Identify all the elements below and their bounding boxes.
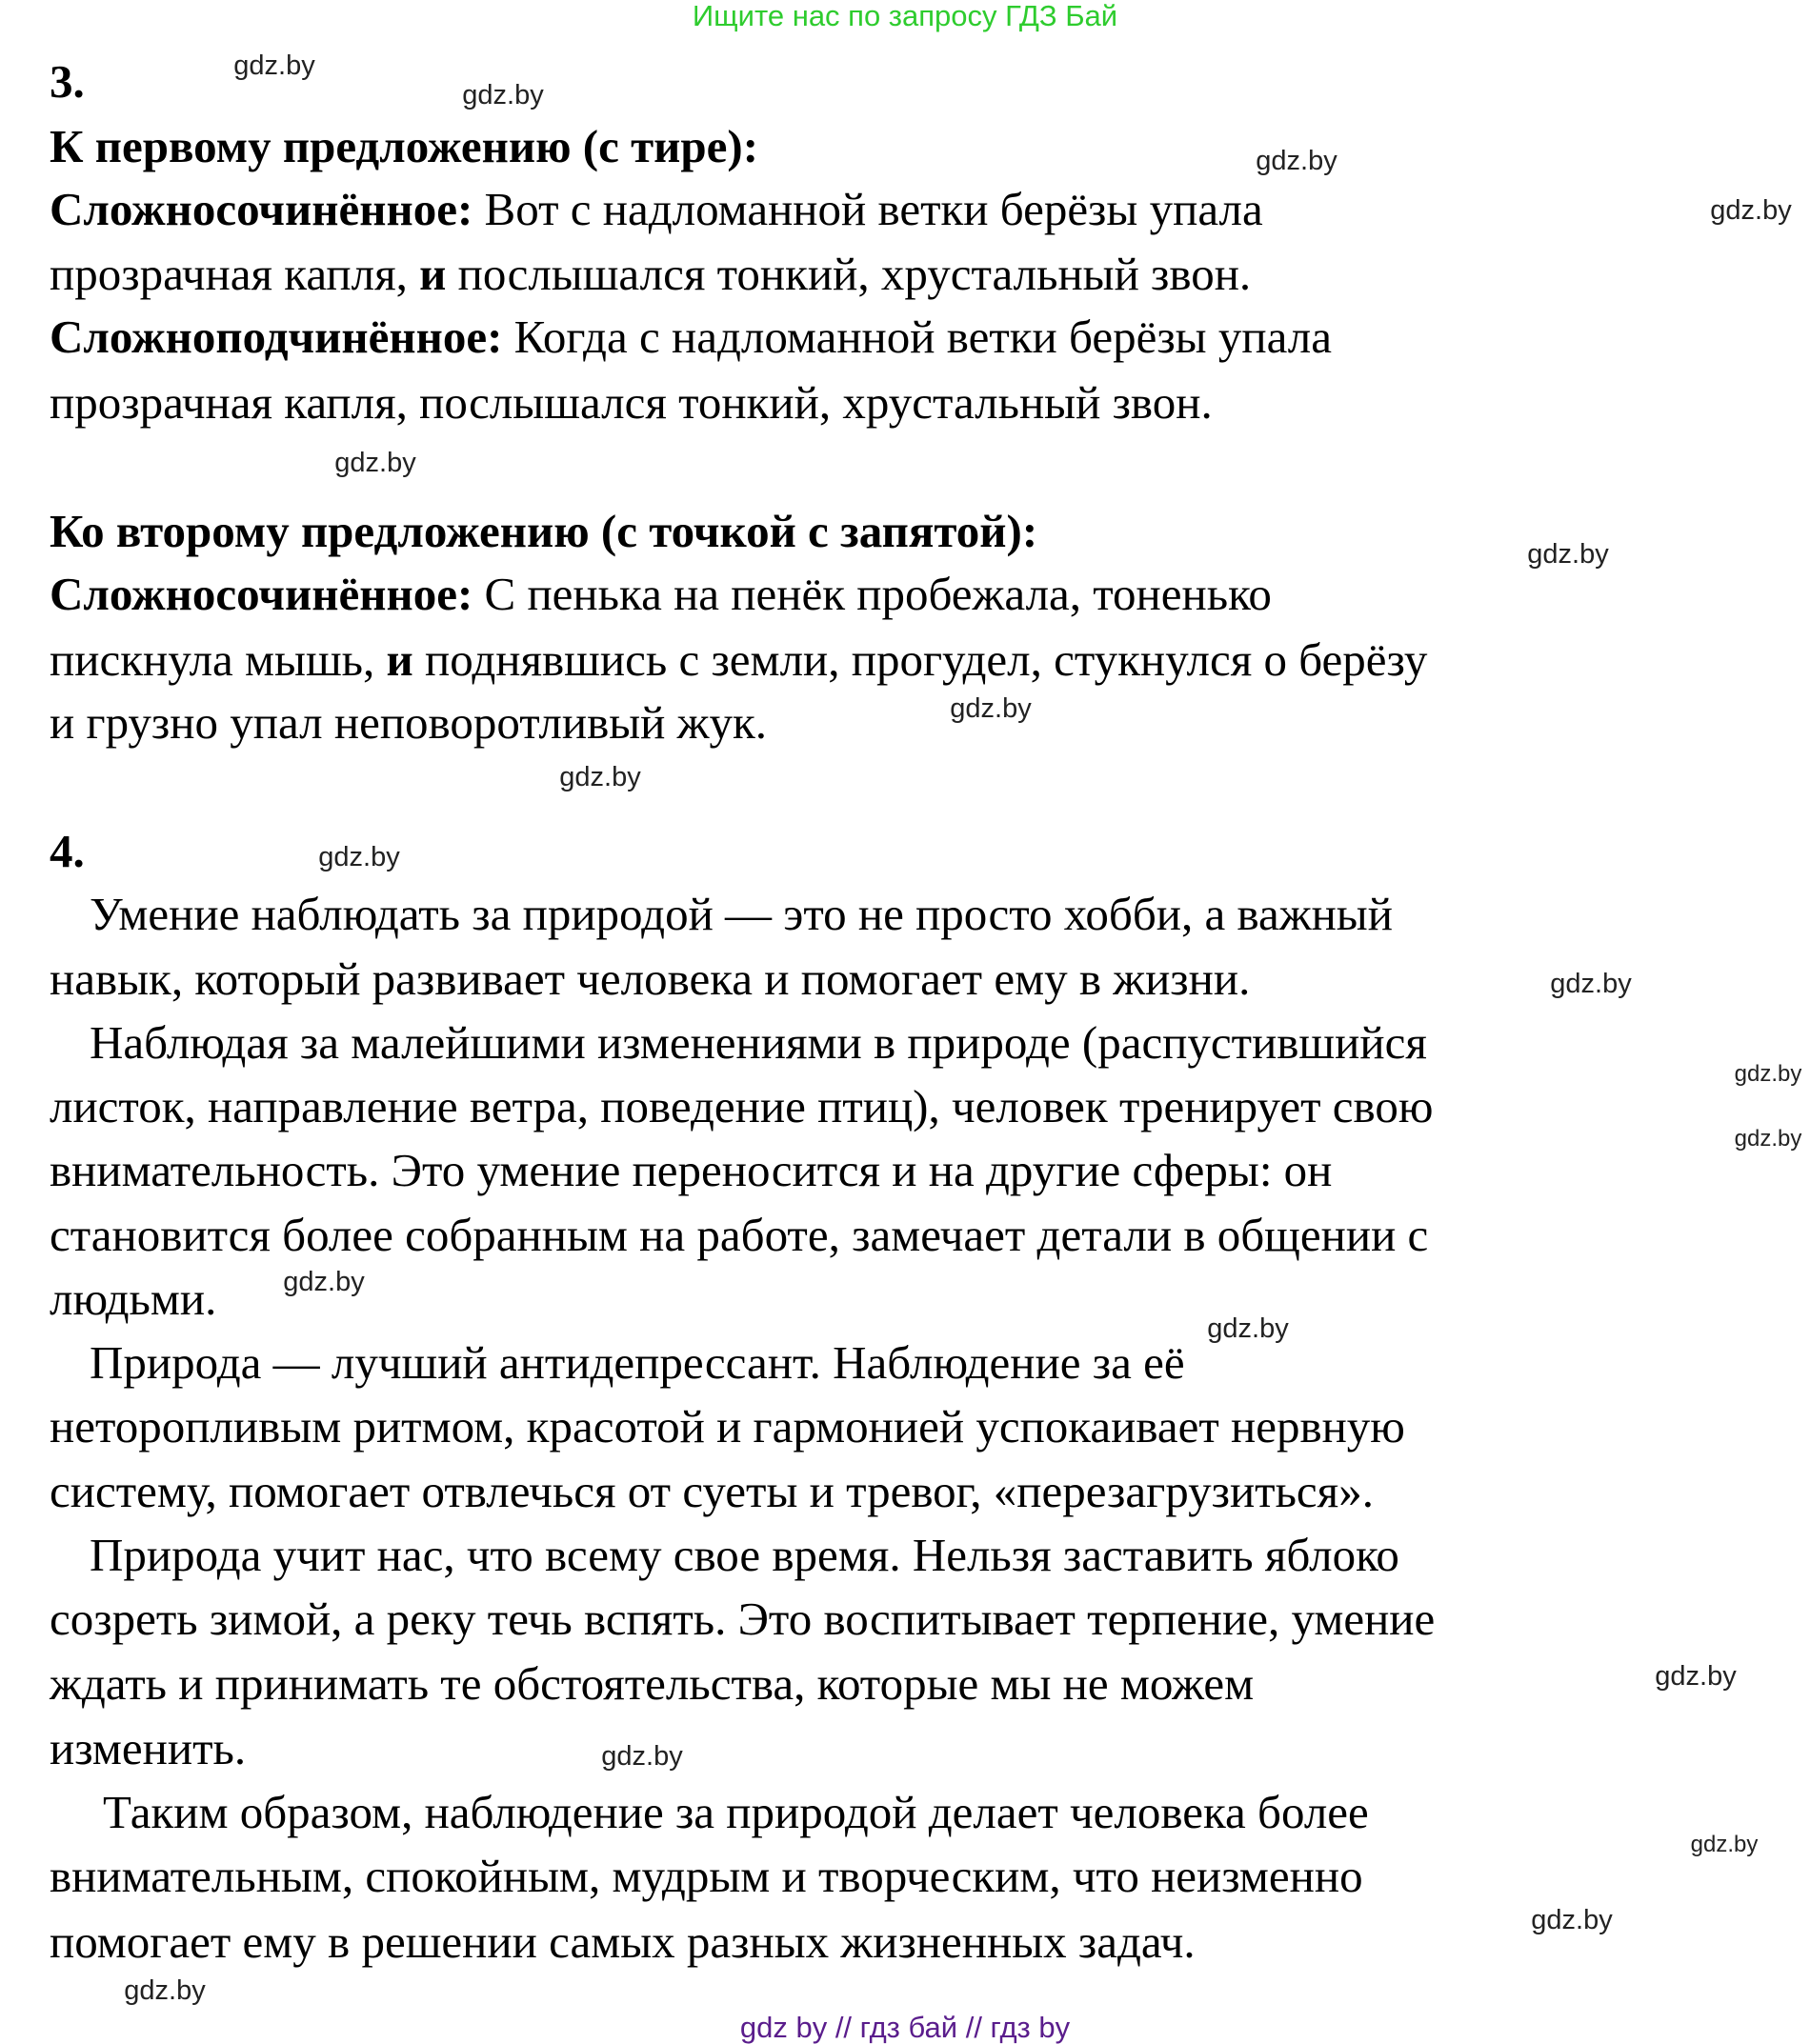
text: послышался тонкий, хрустальный звон.	[446, 248, 1252, 300]
watermark: gdz.by	[233, 50, 315, 81]
watermark: gdz.by	[1207, 1313, 1289, 1344]
task-3-line	[50, 631, 1427, 689]
task-3-line	[50, 374, 1213, 431]
task-4-line: Таким образом, наблюдение за природой делает человека более	[103, 1786, 1369, 1838]
text: С пенька на пенёк пробежала, тоненько	[473, 568, 1272, 620]
task-4-line: навык, который развивает человека и помогает ему в жизни.	[50, 952, 1251, 1005]
bold-text: и	[386, 633, 413, 686]
bold-text: Ко второму предложению (с точкой с запятой):	[50, 505, 1038, 557]
task-3-line	[50, 118, 758, 175]
task-4-line: внимательность. Это умение переносится и на другие сферы: он	[50, 1144, 1333, 1196]
text: пискнула мышь,	[50, 633, 387, 686]
task-4-line: людьми.	[50, 1272, 217, 1325]
watermark: gdz.by	[1550, 969, 1632, 999]
text: прозрачная капля,	[50, 248, 420, 300]
footer-links: gdz by // гдз бай // гдз by	[739, 2011, 1071, 2044]
watermark: gdz.by	[1690, 1832, 1759, 1857]
task-4-line: систему, помогает отвлечься от суеты и тревог, «перезагрузиться».	[50, 1465, 1374, 1517]
task-4-line: неторопливым ритмом, красотой и гармонией успокаивает нервную	[50, 1400, 1405, 1453]
task-4-line: становится более собранным на работе, замечает детали в общении с	[50, 1209, 1429, 1261]
task-3-line	[50, 181, 1263, 238]
task-4-line: изменить.	[50, 1722, 247, 1774]
text: поднявшись с земли, прогудел, стукнулся о берёзу	[412, 633, 1428, 686]
watermark: gdz.by	[1734, 1126, 1802, 1152]
task-4-line: помогает ему в решении самых разных жизненных задач.	[50, 1915, 1196, 1968]
bold-text: К первому предложению (с тире):	[50, 120, 759, 172]
bold-text: и	[419, 248, 447, 300]
task-4-line: листок, направление ветра, поведение птиц), человек тренирует свою	[50, 1080, 1434, 1132]
watermark: gdz.by	[1256, 146, 1337, 176]
text: и грузно упал неповоротливый жук.	[50, 696, 768, 749]
bold-text: Сложносочинённое:	[50, 568, 473, 620]
watermark: gdz.by	[1655, 1661, 1737, 1692]
task-4-number: 4.	[50, 825, 85, 877]
task-4-line: Природа — лучший антидепрессант. Наблюдение за её	[90, 1336, 1185, 1389]
watermark: gdz.by	[559, 762, 641, 792]
task-4-line: Умение наблюдать за природой — это не просто хобби, а важный	[90, 888, 1393, 940]
text: прозрачная капля, послышался тонкий, хрустальный звон.	[50, 376, 1213, 429]
watermark: gdz.by	[334, 448, 416, 478]
task-3-line	[50, 309, 1332, 366]
task-3-line	[50, 503, 1037, 560]
text: Вот с надломанной ветки берёзы упала	[473, 183, 1263, 235]
search-banner: Ищите нас по запросу ГДЗ Бай	[692, 0, 1118, 32]
text: Когда с надломанной ветки берёзы упала	[502, 311, 1332, 363]
watermark: gdz.by	[318, 842, 400, 872]
task-3-number: 3.	[50, 55, 85, 108]
watermark: gdz.by	[462, 80, 544, 110]
task-4-line: Природа учит нас, что всему свое время. Нельзя заставить яблоко	[90, 1529, 1399, 1581]
watermark: gdz.by	[601, 1741, 683, 1772]
task-3-line	[50, 566, 1272, 623]
task-3-line	[50, 694, 767, 751]
watermark: gdz.by	[124, 1975, 206, 2006]
task-4-line: Наблюдая за малейшими изменениями в природе (распустившийся	[90, 1016, 1427, 1069]
watermark: gdz.by	[283, 1267, 365, 1297]
task-4-line: ждать и принимать те обстоятельства, которые мы не можем	[50, 1657, 1255, 1710]
watermark: gdz.by	[1734, 1061, 1802, 1087]
bold-text: Сложноподчинённое:	[50, 311, 503, 363]
task-3-line	[50, 246, 1251, 303]
task-4-line: созреть зимой, а реку течь вспять. Это воспитывает терпение, умение	[50, 1593, 1436, 1645]
watermark: gdz.by	[950, 693, 1032, 724]
watermark: gdz.by	[1531, 1905, 1613, 1935]
bold-text: Сложносочинённое:	[50, 183, 473, 235]
watermark: gdz.by	[1527, 539, 1609, 570]
task-4-line: внимательным, спокойным, мудрым и творческим, что неизменно	[50, 1850, 1363, 1902]
watermark: gdz.by	[1710, 195, 1792, 226]
